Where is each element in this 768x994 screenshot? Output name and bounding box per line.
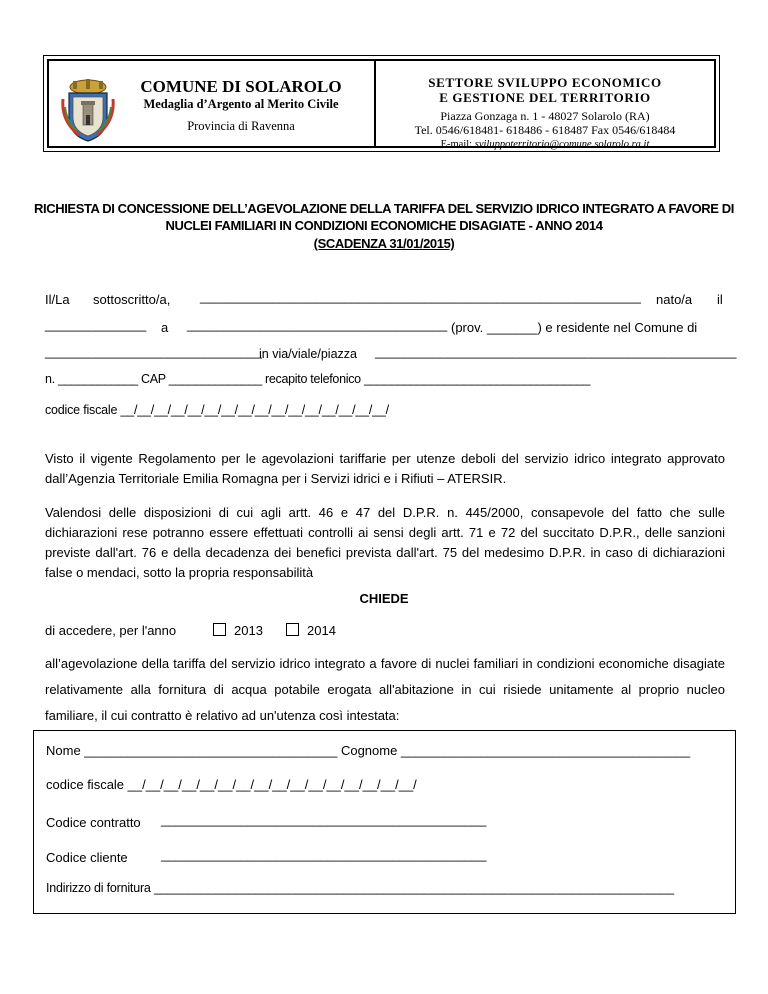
agevolazione-paragraph: all’agevolazione della tariffa del servizio idrico integrato a favore di nuclei familiari in condizioni economiche disagiate relativamente alla fornitura di acqua potabile erogata all'abitazione in cui risiede unitamente al proprio nucleo familiare, il cui contratto è relativo ad un'utenza così intestata:	[45, 656, 725, 723]
via-field[interactable]: __________________________________________________	[375, 344, 737, 359]
letterhead	[43, 55, 720, 152]
contract-code-label: Codice contratto	[46, 815, 141, 830]
email-label: E-mail:	[440, 139, 475, 150]
nato-label: nato/a	[656, 292, 693, 307]
supply-address-field[interactable]: Indirizzo di fornitura _____________________________________________________________________________	[46, 881, 674, 895]
a-label: a	[161, 320, 169, 335]
department-name-2: E GESTIONE DEL TERRITORIO	[439, 90, 651, 105]
municipality-block	[49, 61, 376, 146]
department-block	[376, 61, 714, 150]
via-label: in via/viale/piazza	[259, 347, 357, 361]
comune-field[interactable]: ______________________________	[45, 344, 262, 359]
year-label: di accedere, per l'anno	[45, 623, 177, 638]
chiede-heading: CHIEDE	[359, 591, 409, 606]
letterhead-frame	[47, 59, 716, 148]
municipality-name: COMUNE DI SOLAROLO	[140, 77, 342, 96]
client-code-field[interactable]: _____________________________________________	[161, 847, 487, 862]
year-2013-option[interactable]	[213, 623, 263, 638]
year-2014-option[interactable]	[286, 623, 336, 638]
province-text: Provincia di Ravenna	[187, 119, 295, 133]
document-title-line1: RICHIESTA DI CONCESSIONE DELL’AGEVOLAZIONE DELLA TARIFFA DEL SERVIZIO IDRICO INTEGRATO A FAVORE DI	[34, 201, 734, 216]
birth-date-field[interactable]: ______________	[45, 317, 147, 332]
province-residence-label: (prov. _______) e residente nel Comune di	[451, 320, 698, 335]
year-2013-label: 2013	[234, 623, 263, 638]
checkbox-2013[interactable]	[213, 623, 226, 636]
il-la-label: Il/La	[45, 292, 70, 307]
utenza-box	[33, 730, 736, 914]
applicant-name-field[interactable]: _____________________________________________________________	[200, 289, 642, 304]
nome-cognome-fields[interactable]: Nome ___________________________________ Cognome ________________________________________	[46, 743, 691, 758]
declaration-paragraph: Valendosi delle disposizioni di cui agli artt. 46 e 47 del D.P.R. n. 445/2000, consapevole del fatto che sulle dichiarazioni rese potranno essere effettuati controlli ai sensi degli artt. 71 e 72 del succitato D.P.R., delle sanzioni previste dall'art. 76 e della decadenza dei benefici prevista dall'art. 75 del medesimo D.P.R. in caso di dichiarazioni false o mendaci, sotto la propria responsabilità	[45, 505, 725, 580]
client-code-label: Codice cliente	[46, 850, 128, 865]
contract-code-field[interactable]: _____________________________________________	[161, 812, 487, 827]
il-label: il	[717, 292, 723, 307]
number-cap-phone-line[interactable]: n. ____________ CAP ______________ recapito telefonico __________________________________	[45, 372, 591, 386]
deadline-text: (SCADENZA 31/01/2015)	[313, 236, 455, 251]
coat-of-arms-logo	[59, 77, 117, 143]
utenza-tax-code-field[interactable]: codice fiscale __/__/__/__/__/__/__/__/__/__/__/__/__/__/__/__/	[46, 777, 417, 792]
tax-code-field[interactable]: codice fiscale __/__/__/__/__/__/__/__/__/__/__/__/__/__/__/__/	[45, 403, 389, 417]
department-name-1: SETTORE SVILUPPO ECONOMICO	[428, 75, 662, 90]
email-line	[376, 139, 714, 150]
address-text: Piazza Gonzaga n. 1 - 48027 Solarolo (RA)	[440, 109, 650, 123]
medal-text: Medaglia d’Argento al Merito Civile	[143, 97, 339, 111]
year-2014-label: 2014	[307, 623, 336, 638]
document-title-line2: NUCLEI FAMILIARI IN CONDIZIONI ECONOMICHE DISAGIATE - ANNO 2014	[165, 218, 603, 233]
regulation-paragraph: Visto il vigente Regolamento per le agevolazioni tariffarie per utenze deboli del servizio idrico integrato approvato dall’Agenzia Territoriale Emilia Romagna per i Servizi idrici e i Rifiuti – ATERSIR.	[45, 451, 725, 486]
phone-text: Tel. 0546/618481- 618486 - 618487 Fax 0546/618484	[414, 123, 676, 137]
birth-place-field[interactable]: ____________________________________	[187, 317, 448, 332]
sottoscritto-label: sottoscritto/a,	[93, 292, 171, 307]
checkbox-2014[interactable]	[286, 623, 299, 636]
email-link[interactable]: sviluppoterritorio@comune.solarolo.ra.it	[474, 139, 650, 150]
